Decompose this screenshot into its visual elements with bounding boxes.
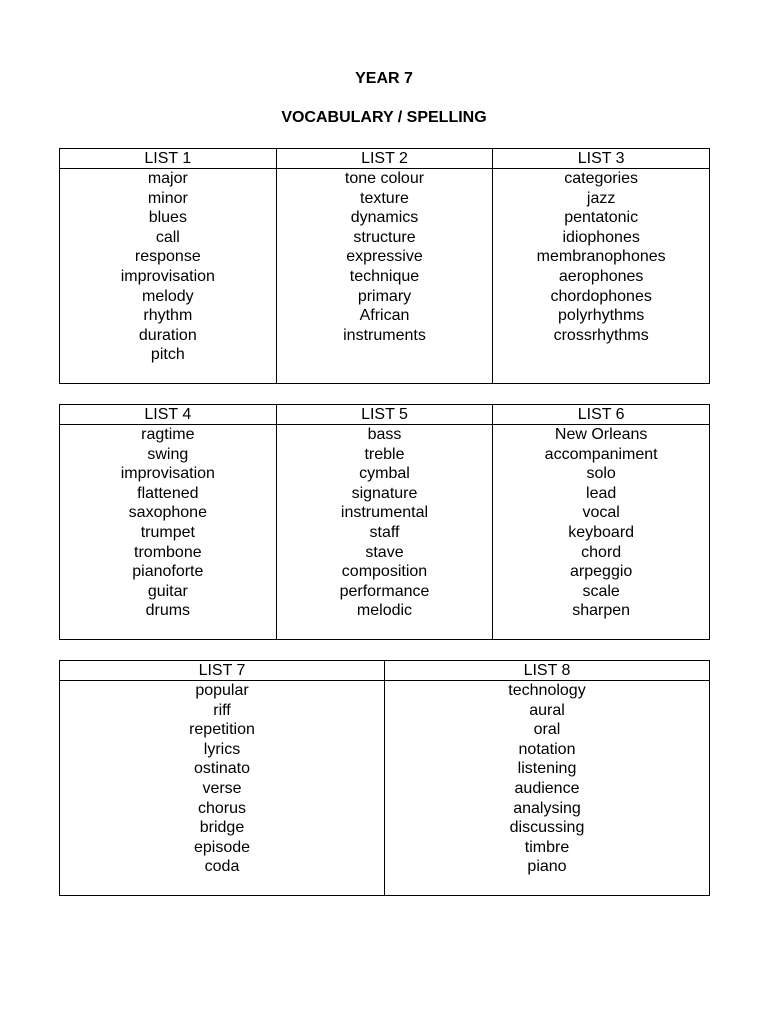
vocab-word: listening xyxy=(517,760,577,778)
vocab-word: chorus xyxy=(197,799,247,817)
word-list-cell xyxy=(60,425,277,640)
vocab-word: keyboard xyxy=(568,523,635,541)
page-title: VOCABULARY / SPELLING xyxy=(281,109,487,126)
vocab-word: texture xyxy=(360,189,409,207)
vocab-word: riff xyxy=(213,701,231,719)
vocab-word: primary xyxy=(357,287,412,305)
vocab-word: arpeggio xyxy=(570,563,633,581)
vocab-word: discussing xyxy=(509,819,585,837)
vocab-word: polyrhythms xyxy=(558,307,645,325)
vocab-word: New Orleans xyxy=(554,426,648,443)
vocab-word: episode xyxy=(193,838,251,856)
vocab-word: melody xyxy=(142,287,194,305)
list-header: LIST 5 xyxy=(276,405,493,425)
list-header: LIST 8 xyxy=(385,661,710,681)
vocab-word: cymbal xyxy=(359,465,410,483)
vocab-word: signature xyxy=(351,484,418,502)
vocab-word: flattened xyxy=(137,484,199,502)
vocab-word: bridge xyxy=(199,819,245,837)
vocab-word: piano xyxy=(527,858,567,876)
list-header: LIST 7 xyxy=(60,661,385,681)
vocab-word: performance xyxy=(339,582,430,600)
vocab-table-1 xyxy=(59,148,710,384)
list-header: LIST 4 xyxy=(60,405,277,425)
vocab-table-3 xyxy=(59,660,710,896)
word-list-cell xyxy=(276,169,493,384)
vocab-word: technology xyxy=(508,682,586,699)
vocab-word: lyrics xyxy=(203,740,241,758)
vocab-word: timbre xyxy=(524,838,570,856)
vocab-word: trumpet xyxy=(140,523,195,541)
word-list-cell xyxy=(385,681,710,896)
vocab-word: composition xyxy=(341,563,428,581)
vocab-word: improvisation xyxy=(120,267,215,285)
vocab-word: lead xyxy=(586,484,617,502)
vocab-word: tone colour xyxy=(344,170,425,187)
vocab-word: staff xyxy=(369,523,400,541)
vocab-word: melodic xyxy=(356,602,413,620)
vocab-word: guitar xyxy=(147,582,188,600)
vocab-word: aerophones xyxy=(558,267,644,285)
vocab-word: saxophone xyxy=(128,504,207,522)
list-header: LIST 3 xyxy=(493,149,710,169)
vocab-word: membranophones xyxy=(536,248,666,266)
list-header: LIST 1 xyxy=(60,149,277,169)
vocab-word: response xyxy=(134,248,201,266)
vocab-word: stave xyxy=(365,543,404,561)
vocab-word: idiophones xyxy=(562,228,640,246)
vocab-word: audience xyxy=(514,779,580,797)
vocab-word: pitch xyxy=(150,346,185,364)
vocab-word: instrumental xyxy=(340,504,429,522)
vocab-word: duration xyxy=(138,326,197,344)
vocab-word: aural xyxy=(529,701,565,719)
vocab-word: minor xyxy=(147,189,188,207)
vocab-word: major xyxy=(147,170,188,187)
vocab-word: expressive xyxy=(346,248,423,266)
vocab-word: rhythm xyxy=(143,307,193,325)
vocab-word: African xyxy=(359,307,410,325)
vocab-word: accompaniment xyxy=(544,445,658,463)
vocab-word: pianoforte xyxy=(132,563,204,581)
vocab-word: chord xyxy=(581,543,622,561)
vocab-word: verse xyxy=(202,779,242,797)
vocab-table-2 xyxy=(59,404,710,640)
list-header: LIST 2 xyxy=(276,149,493,169)
vocab-word: popular xyxy=(195,682,249,699)
vocab-word: coda xyxy=(204,858,240,876)
vocab-word: categories xyxy=(564,170,639,187)
vocab-word: structure xyxy=(353,228,416,246)
vocab-word: blues xyxy=(148,209,187,227)
page-year-heading: YEAR 7 xyxy=(355,70,413,87)
vocab-word: repetition xyxy=(189,721,255,739)
vocab-word: technique xyxy=(349,267,420,285)
list-header: LIST 6 xyxy=(493,405,710,425)
vocab-word: ostinato xyxy=(193,760,251,778)
vocab-word: swing xyxy=(147,445,189,463)
word-list-cell xyxy=(493,169,710,384)
vocab-word: improvisation xyxy=(120,465,215,483)
vocab-word: notation xyxy=(518,740,576,758)
word-list-cell xyxy=(60,681,385,896)
vocab-word: drums xyxy=(145,602,191,620)
vocab-word: dynamics xyxy=(350,209,419,227)
word-list-cell xyxy=(60,169,277,384)
vocab-word: jazz xyxy=(586,189,616,207)
vocab-word: solo xyxy=(586,465,616,483)
vocab-word: pentatonic xyxy=(564,209,639,227)
vocab-word: call xyxy=(155,228,180,246)
vocab-word: trombone xyxy=(134,543,202,561)
word-list-cell xyxy=(493,425,710,640)
vocab-word: crossrhythms xyxy=(553,326,649,344)
vocab-word: ragtime xyxy=(141,426,195,443)
vocab-word: bass xyxy=(367,426,402,443)
vocab-word: sharpen xyxy=(572,602,631,620)
vocab-word: instruments xyxy=(343,326,426,344)
vocab-word: analysing xyxy=(513,799,581,817)
vocab-word: oral xyxy=(533,721,561,739)
vocab-word: chordophones xyxy=(550,287,652,305)
vocab-word: vocal xyxy=(582,504,620,522)
word-list-cell xyxy=(276,425,493,640)
vocab-word: scale xyxy=(582,582,620,600)
vocab-word: treble xyxy=(364,445,405,463)
